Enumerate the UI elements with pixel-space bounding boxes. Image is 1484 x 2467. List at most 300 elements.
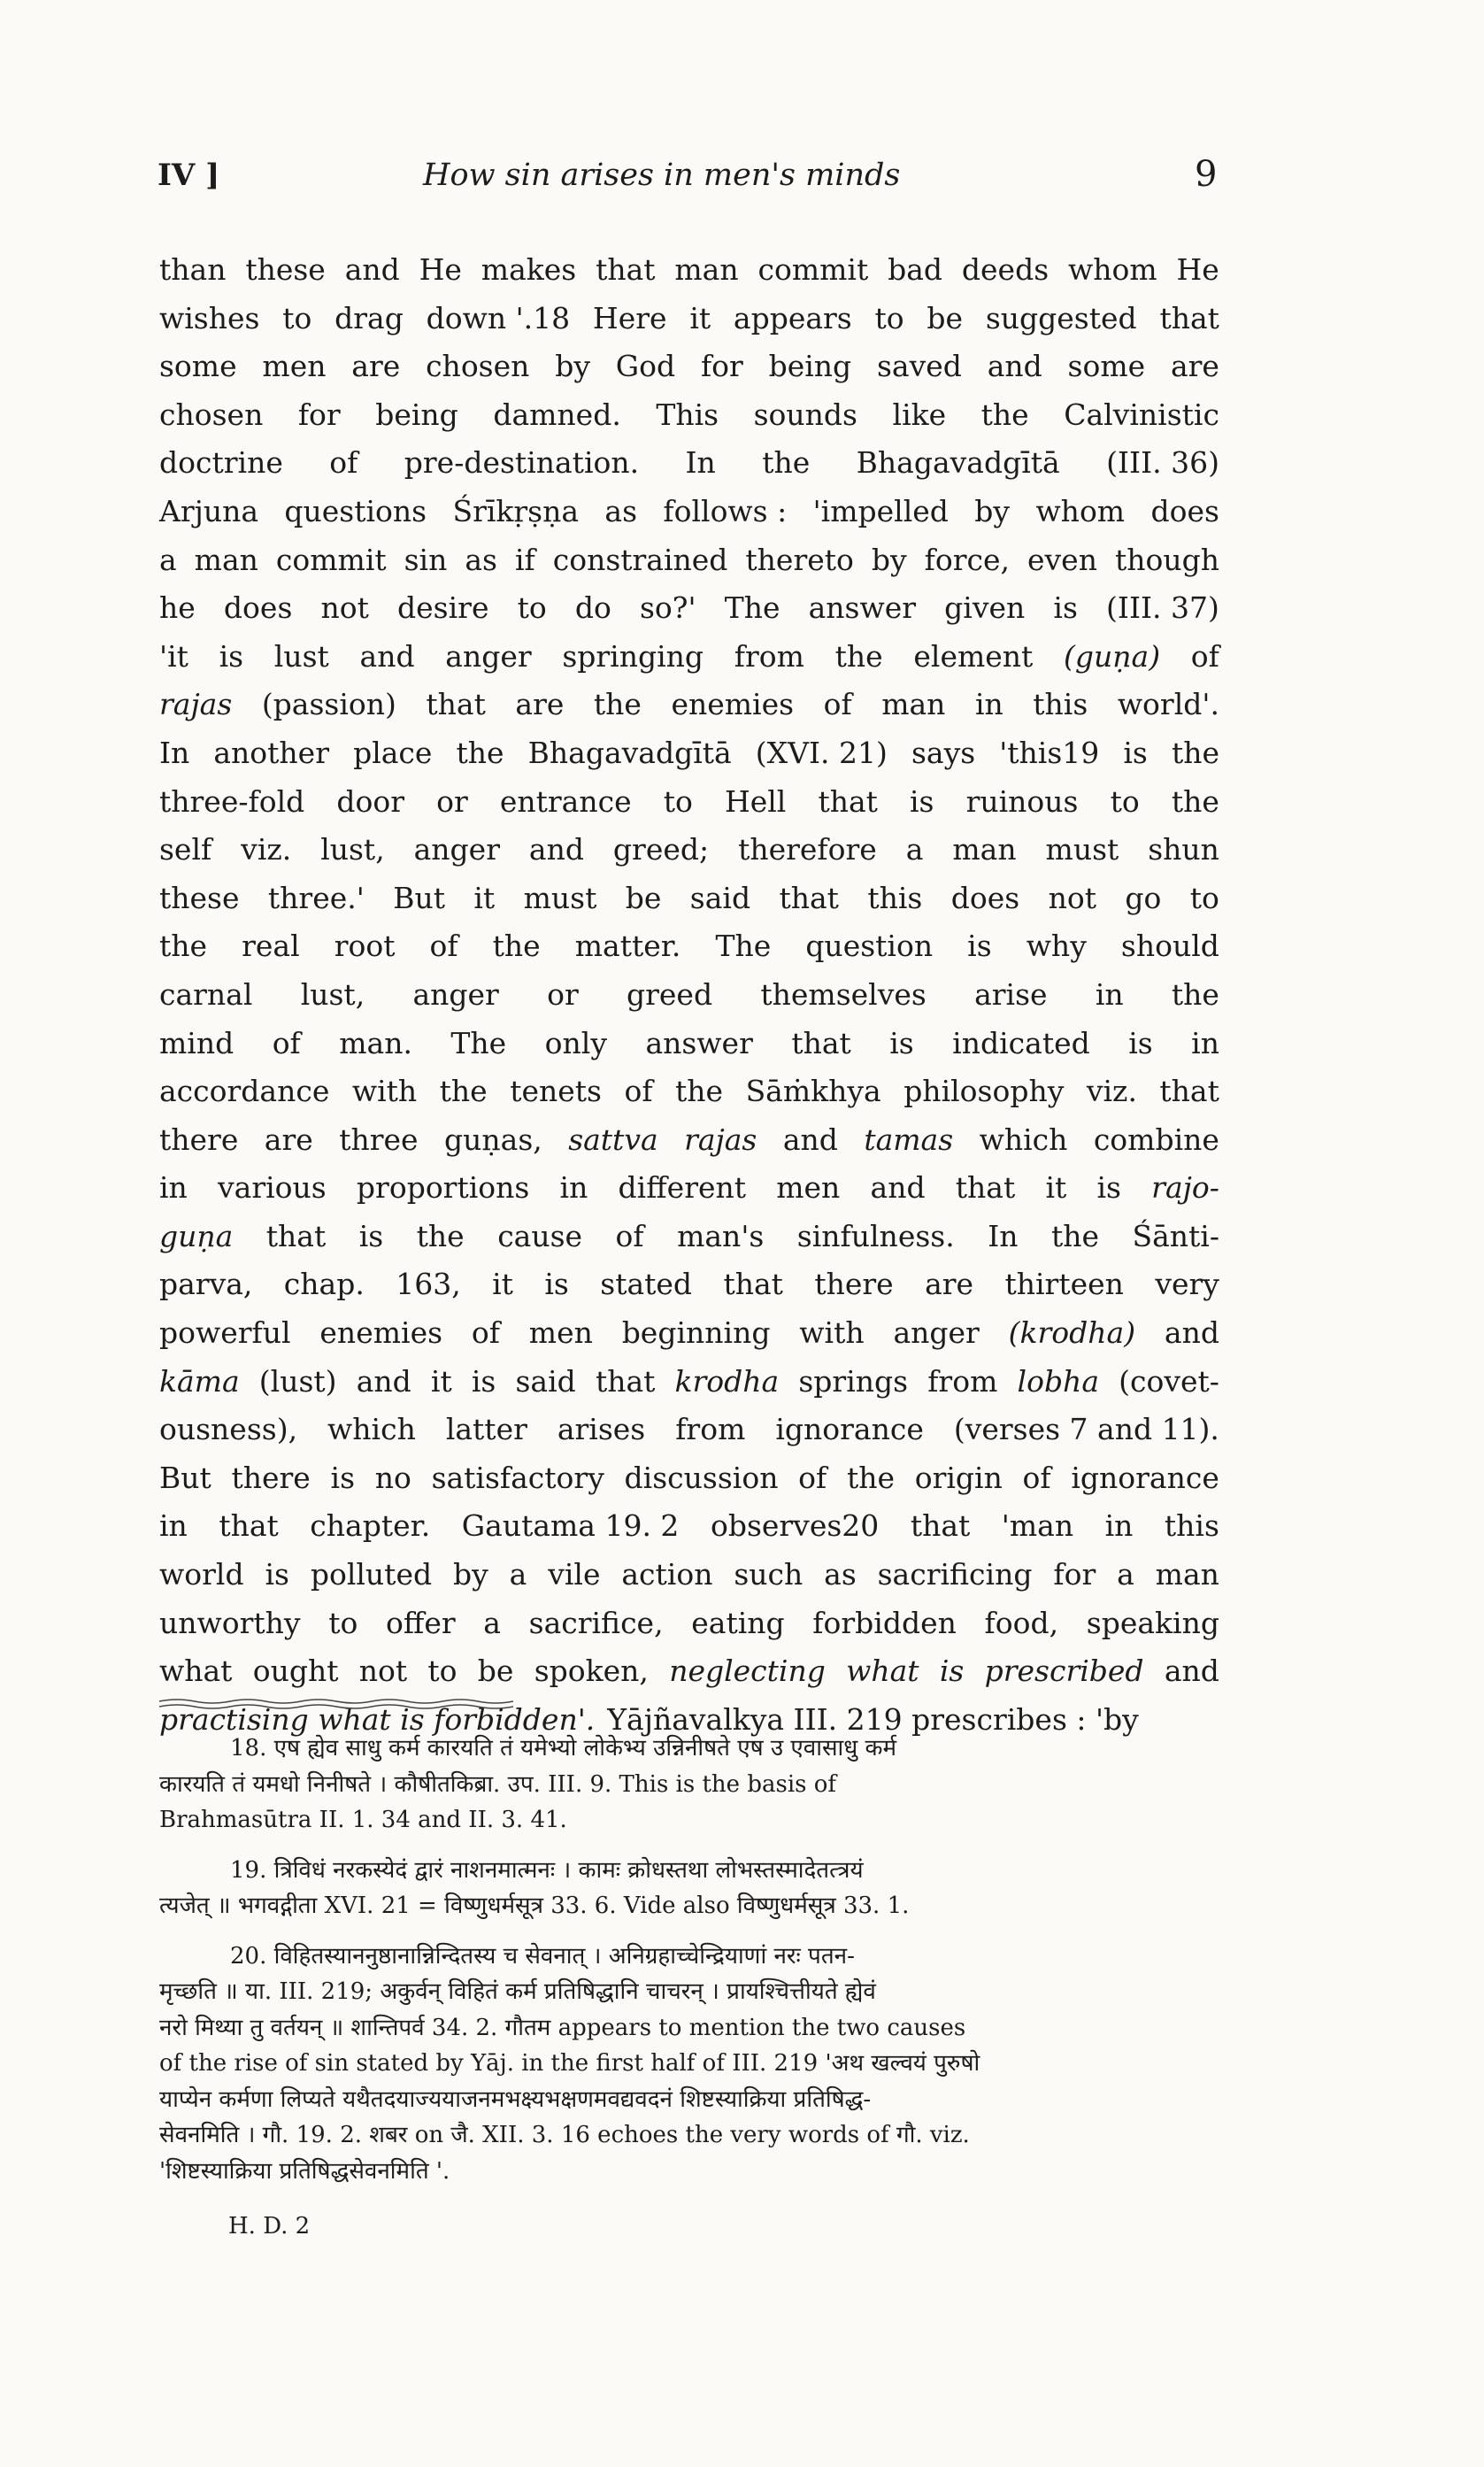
word: a: [1117, 1557, 1134, 1592]
word: of: [429, 929, 458, 964]
word: polluted: [310, 1557, 433, 1592]
word: is: [219, 638, 244, 674]
word: this: [1033, 687, 1088, 722]
word: self: [159, 832, 212, 867]
word: 'it: [159, 638, 188, 674]
word: man.: [339, 1025, 412, 1060]
word: (III. 36): [1106, 445, 1219, 481]
word: lobha: [1017, 1363, 1099, 1399]
word: are: [1170, 349, 1219, 384]
word: satisfactory: [431, 1460, 604, 1495]
word: to: [427, 1654, 458, 1689]
footnote-line: 19. त्रिविधं नरकस्येदं द्वारं नाशनमात्मनः । कामः क्रोधस्तथा लोभस्तस्मादेतत्त्रयं: [230, 1856, 864, 1884]
word: Calvinistic: [1064, 397, 1219, 432]
word: the: [1171, 976, 1219, 1012]
word: speaking: [1086, 1605, 1219, 1640]
word: latter: [445, 1412, 527, 1447]
footnote-line: सेवनमिति । गौ. 19. 2. शबर on जै. XII. 3. 16 echoes the very words of गौ. viz.: [159, 2122, 970, 2148]
chapter-marker: IV ]: [158, 158, 220, 193]
word: in: [159, 1508, 188, 1544]
word: Bhagavadgītā: [527, 735, 732, 770]
word: guṇas,: [444, 1122, 542, 1157]
word: answer: [645, 1025, 753, 1060]
word: 'man: [1001, 1508, 1074, 1544]
word: But: [159, 1460, 211, 1495]
word: proportions: [356, 1170, 530, 1206]
word: the: [593, 687, 642, 722]
word: and: [1164, 1315, 1219, 1351]
word: greed: [627, 976, 713, 1012]
word: guṇa: [159, 1218, 234, 1253]
word: chapter.: [310, 1508, 431, 1544]
word: neglecting: [669, 1654, 826, 1689]
word: a: [905, 832, 924, 867]
word: offer: [386, 1605, 456, 1640]
word: are: [515, 687, 565, 722]
word: that: [910, 1508, 971, 1544]
text-line: [159, 1358, 1219, 1407]
word: that: [596, 252, 656, 287]
word: Here: [592, 300, 667, 335]
word: should: [1120, 929, 1219, 964]
footnote-line: 'शिष्टस्याक्रिया प्रतिषिद्धसेवनमिति '.: [159, 2157, 450, 2185]
word: to: [328, 1605, 358, 1640]
word: that: [595, 1363, 656, 1399]
word: and: [870, 1170, 926, 1206]
word: of: [798, 1460, 827, 1495]
word: This: [656, 397, 719, 432]
word: three: [339, 1122, 419, 1157]
word: enemies: [319, 1315, 443, 1351]
word: man: [674, 252, 739, 287]
text-line: [159, 391, 1219, 440]
word: lust,: [320, 832, 385, 867]
word: that: [791, 1025, 851, 1060]
word: (passion): [261, 687, 396, 722]
word: makes: [481, 252, 577, 287]
text-line: [159, 1454, 1219, 1503]
word: there: [814, 1267, 894, 1302]
word: to: [1189, 880, 1219, 915]
main-text: [159, 246, 1219, 1744]
word: there: [231, 1460, 311, 1495]
text-line: [159, 488, 1219, 536]
word: in: [1095, 976, 1124, 1012]
word: lust,: [300, 976, 365, 1012]
word: a: [483, 1605, 501, 1640]
word: of: [1022, 1460, 1051, 1495]
word: shun: [1148, 832, 1219, 867]
word: the: [1171, 735, 1219, 770]
word: down '.18: [426, 300, 571, 335]
word: and: [782, 1122, 838, 1157]
word: is: [1053, 590, 1078, 626]
word: ought: [252, 1654, 339, 1689]
word: (guṇa): [1064, 638, 1161, 674]
word: not: [358, 1654, 408, 1689]
word: Śrīkṛṣṇa: [452, 493, 580, 528]
word: ousness),: [159, 1412, 298, 1447]
word: it: [492, 1267, 513, 1302]
word: are: [264, 1122, 313, 1157]
word: commit: [757, 252, 869, 287]
text-line: [159, 971, 1219, 1020]
word: But: [393, 880, 445, 915]
word: is: [330, 1460, 356, 1495]
word: beginning: [621, 1315, 771, 1351]
text-line: [159, 681, 1219, 729]
word: it: [1045, 1170, 1067, 1206]
word: therefore: [738, 832, 877, 867]
word: this: [1164, 1508, 1219, 1544]
word: chosen: [159, 397, 264, 432]
word: observes20: [710, 1508, 880, 1544]
footnote-line: 20. विहितस्याननुष्ठानान्निन्दितस्य च सेवनात् । अनिग्रहाच्चेन्द्रियाणां नरः पतन-: [230, 1942, 855, 1970]
word: he: [159, 590, 196, 626]
word: to: [874, 300, 904, 335]
text-line: [159, 1600, 1219, 1648]
word: different: [618, 1170, 747, 1206]
word: what: [846, 1654, 919, 1689]
word: is: [1128, 1025, 1153, 1060]
word: wishes: [159, 300, 260, 335]
word: of: [823, 687, 852, 722]
word: by: [871, 542, 907, 577]
word: that: [426, 687, 486, 722]
word: is: [471, 1363, 496, 1399]
word: arise: [974, 976, 1048, 1012]
word: enemies: [671, 687, 795, 722]
text-line: [159, 875, 1219, 923]
word: cause: [497, 1218, 583, 1253]
word: and: [356, 1363, 411, 1399]
word: accordance: [159, 1074, 330, 1109]
word: very: [1155, 1267, 1219, 1302]
word: place: [353, 735, 433, 770]
word: and: [344, 252, 400, 287]
text-line: [159, 295, 1219, 343]
word: such: [734, 1557, 804, 1592]
word: Hell: [724, 783, 787, 819]
word: The: [724, 590, 780, 626]
word: and: [1164, 1654, 1219, 1689]
word: the: [675, 1074, 724, 1109]
word: men: [262, 349, 327, 384]
word: these: [159, 880, 240, 915]
word: sattva: [568, 1122, 658, 1157]
word: rajas: [159, 687, 233, 722]
word: is: [910, 783, 934, 819]
word: that: [265, 1218, 327, 1253]
text-line: [159, 1647, 1219, 1696]
word: said: [689, 880, 751, 915]
word: sacrifice,: [528, 1605, 664, 1640]
word: tamas: [864, 1122, 954, 1157]
word: a: [509, 1557, 527, 1592]
word: sacrificing: [877, 1557, 1033, 1592]
word: be: [927, 300, 964, 335]
word: be: [625, 880, 662, 915]
word: of: [624, 1074, 653, 1109]
word: The: [715, 929, 772, 964]
signature-mark: H. D. 2: [228, 2213, 311, 2240]
word: door: [336, 783, 404, 819]
text-line: [159, 922, 1219, 971]
word: (III. 37): [1106, 590, 1219, 626]
footnotes: [159, 1731, 1219, 2189]
word: is: [358, 1218, 384, 1253]
footnote-line: त्यजेत् ॥ भगवद्गीता XVI. 21 = विष्णुधर्मसूत्र 33. 6. Vide also विष्णुधर्मसूत्र 33. 1.: [159, 1893, 910, 1919]
word: drag: [334, 300, 404, 335]
word: world'.: [1117, 687, 1219, 722]
word: constrained: [552, 542, 728, 577]
word: God: [615, 349, 676, 384]
word: questions: [284, 493, 427, 528]
running-title: How sin arises in men's minds: [423, 158, 901, 193]
word: with: [351, 1074, 418, 1109]
word: of: [1190, 638, 1219, 674]
word: anger: [445, 638, 532, 674]
word: food,: [984, 1605, 1059, 1640]
word: anger: [893, 1315, 980, 1351]
word: that: [1159, 1074, 1219, 1109]
word: He: [419, 252, 462, 287]
word: indicated: [952, 1025, 1090, 1060]
word: the: [980, 397, 1029, 432]
word: only: [544, 1025, 607, 1060]
word: no: [374, 1460, 411, 1495]
word: unworthy: [159, 1605, 301, 1640]
word: is: [1123, 735, 1148, 770]
word: 'impelled: [812, 493, 949, 528]
word: to: [1110, 783, 1140, 819]
word: for: [1053, 1557, 1096, 1592]
word: He: [1176, 252, 1219, 287]
word: carnal: [159, 976, 253, 1012]
word: viz.: [1086, 1074, 1137, 1109]
text-line: [159, 343, 1219, 391]
text-line: [159, 1116, 1219, 1165]
word: powerful: [159, 1315, 291, 1351]
word: some: [159, 349, 237, 384]
word: (XVI. 21): [755, 735, 888, 770]
text-line: [159, 1020, 1219, 1068]
word: though: [1114, 542, 1219, 577]
word: sounds: [753, 397, 857, 432]
word: mind: [159, 1025, 235, 1060]
word: doctrine: [159, 445, 283, 481]
word: for: [297, 397, 341, 432]
word: deeds: [961, 252, 1050, 287]
word: of: [615, 1218, 644, 1253]
word: saved: [876, 349, 962, 384]
word: anger: [413, 832, 500, 867]
word: forbidden: [812, 1605, 957, 1640]
word: that: [723, 1267, 783, 1302]
word: (krodha): [1008, 1315, 1136, 1351]
word: to: [282, 300, 312, 335]
word: the: [834, 638, 883, 674]
word: follows :: [663, 493, 788, 528]
word: of: [329, 445, 358, 481]
word: is: [265, 1557, 289, 1592]
running-header: [158, 154, 1219, 211]
footnote-line: मृच्छति ॥ या. III. 219; अकुर्वन् विहितं कर्म प्रतिषिद्धानि चाचरन् । प्रायश्चित्तीयते ह्येवं: [159, 1978, 876, 2005]
word: eating: [691, 1605, 785, 1640]
word: not: [320, 590, 369, 626]
word: chosen: [426, 349, 530, 384]
word: origin: [914, 1460, 1003, 1495]
word: spoken,: [534, 1654, 649, 1689]
word: is: [544, 1267, 569, 1302]
word: bad: [888, 252, 943, 287]
page-number: 9: [1195, 154, 1218, 195]
word: in: [159, 1170, 188, 1206]
word: springing: [562, 638, 704, 674]
word: pre-destination.: [404, 445, 640, 481]
word: it: [430, 1363, 452, 1399]
text-line: [159, 1309, 1219, 1358]
word: ignorance: [1071, 1460, 1219, 1495]
text-line: [159, 778, 1219, 827]
word: rajas: [684, 1122, 757, 1157]
word: real: [242, 929, 300, 964]
word: three.': [267, 880, 365, 915]
word: of: [272, 1025, 301, 1060]
word: In: [988, 1218, 1019, 1253]
word: suggested: [985, 300, 1137, 335]
footnote-line: याप्येन कर्मणा लिप्यते यथैतदयाज्ययाजनमभक्ष्यभक्षणमवद्यवदनं शिष्टस्याक्रिया प्रतिषिद्ध-: [159, 2085, 872, 2113]
word: from: [927, 1363, 998, 1399]
word: man: [1155, 1557, 1219, 1592]
word: appears: [733, 300, 852, 335]
footnote-line: 18. एष ह्येव साधु कर्म कारयति तं यमेभ्यो लोकेभ्य उन्निनीषते एष उ एवासाधु कर्म: [230, 1735, 897, 1762]
word: entrance: [499, 783, 632, 819]
word: vile: [548, 1557, 601, 1592]
word: thirteen: [1004, 1267, 1124, 1302]
word: that: [1159, 300, 1219, 335]
word: says: [911, 735, 976, 770]
word: question: [805, 929, 934, 964]
word: thereto: [745, 542, 854, 577]
word: commit: [275, 542, 387, 577]
text-line: [159, 1213, 1219, 1261]
word: rajo-: [1151, 1170, 1219, 1206]
word: that: [779, 880, 839, 915]
word: which: [979, 1122, 1068, 1157]
word: ruinous: [965, 783, 1079, 819]
word: does: [223, 590, 293, 626]
word: element: [913, 638, 1034, 674]
word: like: [892, 397, 947, 432]
word: which: [327, 1412, 416, 1447]
word: the: [416, 1218, 465, 1253]
word: arises: [557, 1412, 646, 1447]
word: not: [1048, 880, 1096, 915]
word: as: [824, 1557, 857, 1592]
footnote-line: Brahmasūtra II. 1. 34 and II. 3. 41.: [159, 1807, 567, 1833]
word: by: [452, 1557, 488, 1592]
text-line: [159, 729, 1219, 778]
word: men: [776, 1170, 841, 1206]
word: the: [1171, 783, 1219, 819]
word: in: [1191, 1025, 1219, 1060]
word: even: [1027, 542, 1097, 577]
word: this: [867, 880, 923, 915]
word: the: [159, 929, 208, 964]
word: by: [555, 349, 590, 384]
word: to: [663, 783, 693, 819]
word: if: [514, 542, 535, 577]
word: three-fold: [159, 783, 305, 819]
word: do: [574, 590, 611, 626]
word: is: [939, 1654, 965, 1689]
text-line: [159, 1164, 1219, 1213]
word: discussion: [624, 1460, 779, 1495]
text-line: [159, 1068, 1219, 1116]
word: Arjuna: [159, 493, 259, 528]
word: the: [846, 1460, 895, 1495]
word: does: [950, 880, 1020, 915]
word: matter.: [574, 929, 681, 964]
word: krodha: [674, 1363, 780, 1399]
text-line: [159, 536, 1219, 585]
word: 163,: [396, 1267, 461, 1302]
word: force,: [924, 542, 1011, 577]
word: combine: [1093, 1122, 1219, 1157]
word: than: [159, 252, 227, 287]
word: from: [734, 638, 804, 674]
word: action: [621, 1557, 713, 1592]
word: lust: [273, 638, 329, 674]
word: whom: [1035, 493, 1126, 528]
word: so?': [640, 590, 696, 626]
word: sinfulness.: [796, 1218, 955, 1253]
word: practising what is forbidden'.: [159, 1701, 596, 1737]
word: the: [492, 929, 541, 964]
word: Sāṁkhya: [745, 1074, 881, 1109]
word: themselves: [760, 976, 927, 1012]
word: sin: [404, 542, 448, 577]
word: are: [351, 349, 401, 384]
text-line: [159, 439, 1219, 488]
word: man: [881, 687, 946, 722]
word: the: [762, 445, 811, 481]
word: damned.: [493, 397, 621, 432]
word: what: [159, 1654, 233, 1689]
word: some: [1067, 349, 1146, 384]
text-line: [159, 826, 1219, 875]
word: (verses 7 and 11).: [953, 1412, 1219, 1447]
word: and: [359, 638, 415, 674]
word: that: [955, 1170, 1016, 1206]
word: tenets: [510, 1074, 602, 1109]
word: must: [1045, 832, 1119, 867]
word: from: [675, 1412, 746, 1447]
word: springs: [798, 1363, 909, 1399]
text-line: [159, 1502, 1219, 1551]
word: (covet-: [1119, 1363, 1219, 1399]
word: In: [685, 445, 716, 481]
footnote-separator: [159, 1698, 513, 1710]
word: men: [528, 1315, 593, 1351]
word: as: [465, 542, 497, 577]
word: it: [689, 300, 711, 335]
word: (lust): [258, 1363, 337, 1399]
word: the: [439, 1074, 488, 1109]
word: does: [1150, 493, 1219, 528]
word: and: [987, 349, 1042, 384]
